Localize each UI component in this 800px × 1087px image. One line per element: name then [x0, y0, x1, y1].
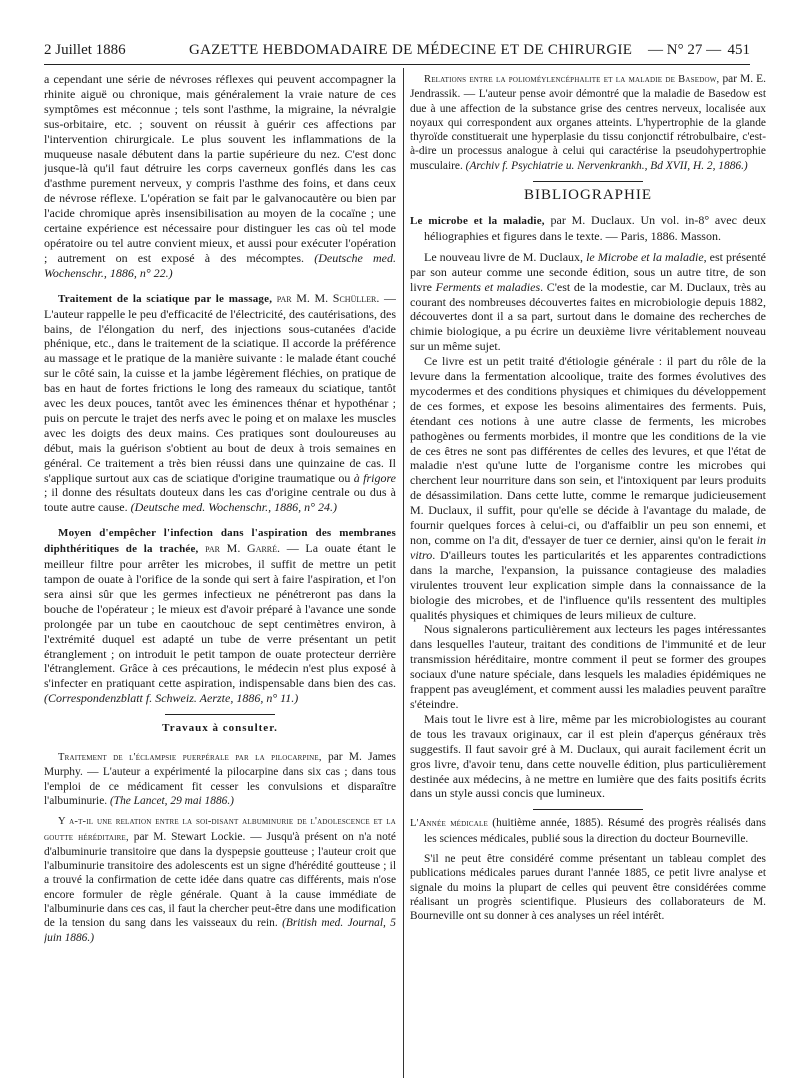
- review-paragraph: Nous signalerons particulièrement aux lecteurs les pages intéressantes dans lesquelles l'auteur, traitant des conditions de l'immunité et de leur transmission héréditaire, montre comment il peut se former des groupes sociaux d'une nature spéciale, dans lesquels les maladies épidémiques ne frappent pas aveuglément, et comment aussi les maladies peuvent paraître s'éteindre.: [410, 622, 766, 711]
- consult-text: par M. Stewart Lockie. — Jusqu'à présent on n'a noté d'albuminurie transitoire que dans la dyspepsie goutteuse ; l'auteur croit que l'albuminurie transitoire des adolescents est un signe d'hérédité goutteuse ; il a trouvé la confirmation de cette idée dans quatre cas différents, mais n'ose encore formuler de règle générale. Quant à la cause immédiate de l'albuminurie dans ces cas, il faut la chercher peut-être dans une modification de la tension du sang dans les vaisseaux du rein.: [44, 830, 396, 930]
- left-column: [44, 72, 396, 1078]
- intro-source: (Deutsche med. Wochenschr., 1886, n° 22.): [44, 250, 396, 280]
- intro-text: a cependant une série de névroses réflexes qui peuvent accompagner la rhinite aiguë ou chronique, mais généralement la vraie nature de ces symptômes est méconnue ; tels sont l'asthme, la migraine, la névralgie sus-orbitaire, etc. ; souvent on réussit à guérir ces affections par l'intervention chirurgicale. Le plus souvent les inflammations de la muqueuse nasale débutent dans la partie supérieure du nez. C'est donc jusque-là qu'il faut détruire les corps caverneux gonflés dans les cas d'asthme purement nerveux, y compris l'asthme des foins, et dans ceux de névrose réflexe. L'opération se fait par le galvanocautère ou bien par l'acide chromique après insensibilisation au moyen de la cocaïne ; une certaine expérience est nécessaire pour distinguer les cas où tel mode opératoire ou tel autre convient mieux, et aussi pour exécuter l'opération ; autrement on est exposé à des mécomptes.: [44, 72, 396, 265]
- consult-source: (British med. Journal, 5 juin 1886.): [44, 917, 396, 944]
- header-date: 2 Juillet 1886: [44, 42, 126, 58]
- article-source: (Correspondenzblatt f. Schweiz. Aerzte, 1886, n° 11.): [44, 691, 299, 706]
- page-header: [44, 40, 750, 65]
- header-issue-number: — N° 27 —: [648, 42, 722, 58]
- consult-source: (The Lancet, 29 mai 1886.): [109, 794, 234, 807]
- article-diphtherie: [44, 525, 396, 706]
- review-emphasis: Ferments et maladies: [435, 279, 541, 294]
- article-text: ; il donne des résultats douteux dans les cas d'origine centrale ou dus à toute autre cause.: [44, 485, 396, 515]
- book-entry: [410, 816, 766, 846]
- section-title: Travaux à consulter.: [162, 722, 278, 735]
- article-text: — La ouate étant le meilleur filtre pour arrêter les microbes, il suffit de mettre un petit tampon de ouate à l'orifice de la sonde qui sert à faire l'aspiration, et l'on sera ainsi sûr que les germes infectieux ne pénétreront pas dans la bouche de l'opérateur ; le mieux est d'avoir préparé à l'avance une sonde prolongée par un tube en caoutchouc de sept centimètres environ, à l'extrémité duquel est adapté un tube de verre présentant un petit étranglement ; on introduit le petit tampon de ouate protecteur derrière l'étranglement. Grâce à ces précautions, le médecin n'est plus exposé à s'infecter en pratiquant cette aspiration, indispensable dans bien des cas.: [44, 541, 396, 691]
- review-paragraph: [410, 354, 766, 622]
- book-details: par M. Duclaux. Un vol. in-8° avec deux héliographies et figures dans le texte. — Paris, 1886. Masson.: [424, 212, 766, 243]
- article-author: par M. M. Schüller.: [272, 290, 380, 305]
- consult-item: [44, 814, 396, 945]
- review-paragraph: [410, 250, 766, 354]
- review-text: , est présenté par son auteur comme une seconde édition, sous un autre titre, de son livre: [410, 249, 766, 294]
- section-divider: [533, 809, 643, 810]
- review-text: . D'ailleurs toutes les particularités et les apparentes contradictions dans la marche, l'expansion, la puissance contagieuse des maladies virulentes trouvent leur explication simple dans la connaissance de la biologie des microbes, et de l'influence qu'ils ressentent des multiples qualités physiques et chimiques de leurs milieux de culture.: [410, 547, 766, 622]
- column-rule: [403, 68, 404, 1078]
- consult-source: (Archiv f. Psychiatrie u. Nervenkrankh., Bd XVII, H. 2, 1886.): [465, 159, 748, 172]
- bibliography-heading: BIBLIOGRAPHIE: [524, 187, 652, 204]
- article-sciatique: [44, 291, 396, 516]
- book-entry: [410, 213, 766, 244]
- review-text: . C'est de la modestie, car M. Duclaux, très au courant des nombreuses découvertes faites en microbiologie depuis 1882, découvertes dont il a sa part, surtout dans le domaine des recherches de chimie biologique, a pu écrire un deuxième livre véritablement nouveau sur un même sujet.: [410, 279, 766, 354]
- article-title: Traitement de la sciatique par le massage,: [58, 292, 273, 305]
- review-text: Le nouveau livre de M. Duclaux,: [424, 249, 587, 264]
- consult-text: par M. James Murphy. — L'auteur a expérimenté la pilocarpine dans six cas ; dans tous l'emploi de ce médicament fit cesser les convulsions et disparaître l'albuminurie.: [44, 751, 396, 807]
- consult-text: par M. E. Jendrassik. — L'auteur pense avoir démontré que la maladie de Basedow est due à une affection de la substance grise des centres nerveux, localisée aux noyaux qui correspondent aux organes atteints. L'hypertrophie de la glande thyroïde constituerait une hyperplasie du tissu conjonctif rétrobulbaire, c'est-à-dire un processus analogue à celui qui caractérise la pseudohypertrophie musculaire.: [410, 73, 766, 172]
- article-author: par M. Garré.: [198, 541, 281, 556]
- consult-item: [410, 72, 766, 173]
- consult-title: Y a-t-il une relation entre la soi-disant albuminurie de l'adolescence et la goutte héréditaire,: [44, 816, 396, 843]
- section-divider: [533, 181, 643, 182]
- review-emphasis: in vitro: [410, 533, 766, 562]
- review-paragraph: S'il ne peut être considéré comme présentant un tableau complet des publications médicales parues durant l'année 1885, ce petit livre analyse et signale du moins la plupart de celles qui peuvent être considérées comme réalisant un progrès scientifique. Plusieurs des collaborateurs de M. Bourneville ont su donner à ces analyses un réel intérêt.: [410, 852, 766, 923]
- book-details: (huitième année, 1885). Résumé des progrès réalisés dans les sciences médicales, publié sous la direction du docteur Bourneville.: [424, 817, 766, 845]
- article-source: (Deutsche med. Wochenschr., 1886, n° 24.): [130, 500, 337, 515]
- review-emphasis: le Microbe et la maladie: [586, 249, 704, 264]
- section-divider: [165, 714, 275, 715]
- consult-title: Relations entre la polioméylencéphalite et la maladie de Basedow,: [424, 74, 720, 85]
- article-emphasis: à frigore: [353, 470, 396, 485]
- review-paragraph: Mais tout le livre est à lire, même par les microbiologistes au courant de tous les travaux originaux, car il est plein d'aperçus généraux très suggestifs. Il faut savoir gré à M. Duclaux, qui aurait facilement écrit un gros livre, d'avoir tenu, dans cette nouvelle édition, plus particulièrement destinée aux médecins, à ne mettre en lumière que des faits positifs écrits dans un style aussi concis que lumineux.: [410, 711, 766, 801]
- header-journal-title: GAZETTE HEBDOMADAIRE DE MÉDECINE ET DE CHIRURGIE: [189, 42, 633, 58]
- intro-paragraph: [44, 72, 396, 281]
- book-title: L'Année médicale: [410, 818, 488, 830]
- consult-title: Traitement de l'éclampsie puerpérale par la pilocarpine,: [58, 752, 322, 764]
- book-title: Le microbe et la maladie,: [410, 214, 545, 227]
- consult-item: [44, 750, 396, 808]
- review-text: Ce livre est un petit traité d'étiologie générale : il part du rôle de la levure dans la fermentation alcoolique, traite des formes évolutives des mycodermes et des conditions physiques et chimiques du développement de ces formes, et expose les besoins alimentaires des ferments. Puis, étendant ces notions à une autre classe de ferments, les microbes pathogènes ou ferments morbides, il montre que les conditions de la vie de ces êtres ne sont pas différentes de celles des levures, et que l'état de maladie n'est qu'une lutte de l'organisme contre les microbes qui cherchent leur nourriture dans son sein, et l'intoxiquent par leurs produits de désassimilation. Dans cette lutte, comme le remarque judicieusement M. Duclaux, il suffit, pour qu'elle se décide à l'avantage du malade, de fournir quelques forces à celui-ci, ou d'affaiblir un peu son ennemi, et non, comme on l'a dit, d'essayer de tuer ce dernier, ainsi qu'on le ferait: [410, 354, 766, 548]
- header-page-number: 451: [727, 42, 750, 58]
- right-column: [410, 72, 766, 1078]
- article-text: — L'auteur rappelle le peu d'efficacité de l'électricité, des cautérisations, des bains, de l'élongation du nerf, des injections sous-cutanées d'acide phénique, etc., dans le traitement de la sciatique. Il accorde la préférence au massage et le pratique de la manière suivante : le malade étant couché sur le côté sain, la cuisse et la jambe légèrement fléchies, on pratique de bas en haut de fortes frictions le long des rameaux du sciatique, tantôt avec les deux pouces, tantôt avec les éminences thénar et hypothénar ; puis on percute le trajet des nerfs avec le poing et on malaxe les muscles avec les doigts des deux mains. Ces pratiques sont douloureuses au début, mais la guérison s'obtient au bout de deux à trois semaines en général. Ce traitement a très bien réussi dans une quinzaine de cas. Il s'applique surtout aux cas de sciatique d'origine traumatique ou: [44, 290, 396, 485]
- article-title: Moyen d'empêcher l'infection dans l'aspiration des membranes diphthéritiques de la trachée,: [44, 527, 396, 556]
